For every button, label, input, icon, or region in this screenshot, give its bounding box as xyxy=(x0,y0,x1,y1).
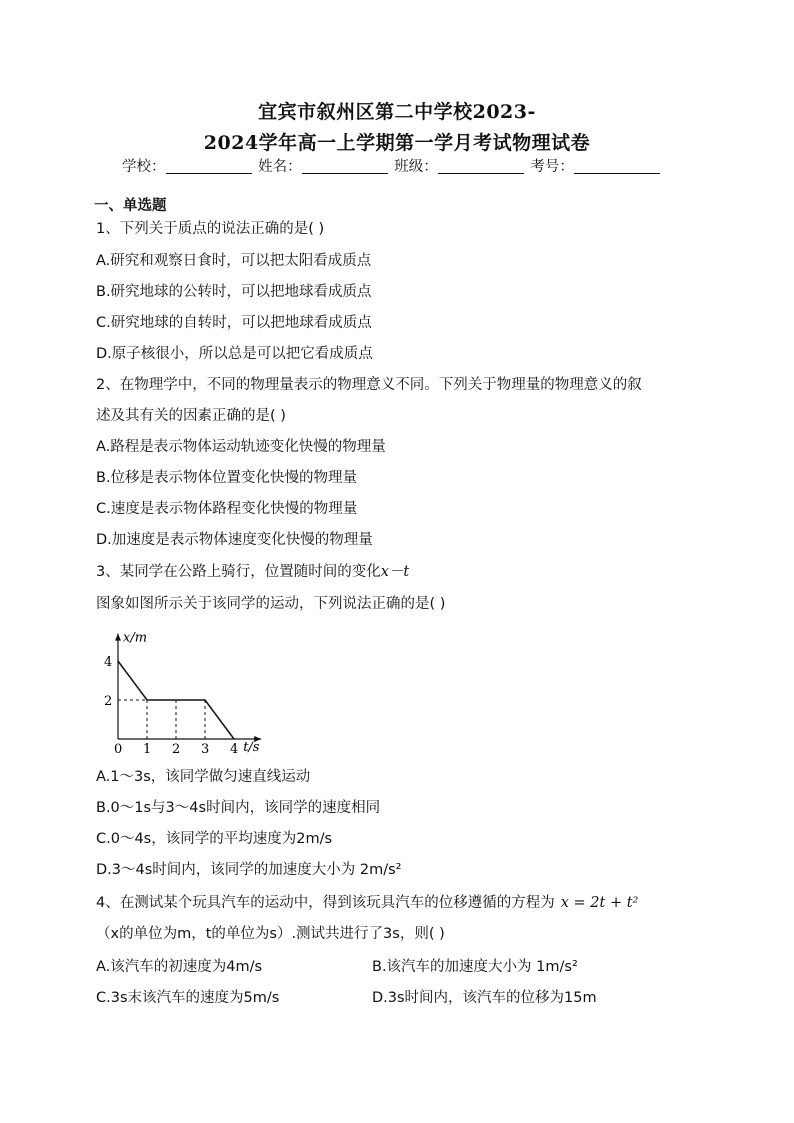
class-label: 班级： xyxy=(394,159,438,175)
q3-option-a: A.1～3s，该同学做匀速直线运动 xyxy=(96,769,311,785)
exam-number-field[interactable] xyxy=(574,159,660,174)
name-field[interactable] xyxy=(302,159,388,174)
name-label: 姓名： xyxy=(258,159,302,175)
student-info-row xyxy=(122,155,662,176)
y-tick-label: 4 xyxy=(104,655,113,670)
section-heading: 一、单选题 xyxy=(94,198,167,214)
q2-option-a: A.路程是表示物体运动轨迹变化快慢的物理量 xyxy=(96,439,386,455)
x-tick-label: 2 xyxy=(172,742,181,756)
q2-option-c: C.速度是表示物体路程变化快慢的物理量 xyxy=(96,501,358,517)
q3-math: x－t xyxy=(380,564,410,580)
class-field[interactable] xyxy=(438,159,524,174)
q4-math: x = 2t + t² xyxy=(560,895,639,911)
x-t-series-line xyxy=(118,661,234,739)
q3-stem-line2: 图象如图所示关于该同学的运动，下列说法正确的是( ) xyxy=(96,596,446,612)
q1-option-b: B.研究地球的公转时，可以把地球看成质点 xyxy=(96,284,372,300)
q3-option-c: C.0～4s，该同学的平均速度为2m/s xyxy=(96,831,333,847)
q4-option-d: D.3s时间内，该汽车的位移为15m xyxy=(372,990,597,1006)
q4-stem-text: 4、在测试某个玩具汽车的运动中，得到该玩具汽车的位移遵循的方程为 xyxy=(96,895,555,911)
exam-title-line1: 宜宾市叙州区第二中学校2023- xyxy=(258,101,536,123)
q3-stem-text: 3、某同学在公路上骑行，位置随时间的变化 xyxy=(96,564,381,580)
school-field[interactable] xyxy=(166,159,252,174)
q4-option-c: C.3s末该汽车的速度为5m/s xyxy=(96,990,280,1006)
exam-number-label: 考号： xyxy=(530,159,574,175)
q4-option-a: A.该汽车的初速度为4m/s xyxy=(96,959,263,975)
q3-option-b: B.0～1s与3～4s时间内，该同学的速度相同 xyxy=(96,800,381,816)
x-tick-label: 0 xyxy=(114,742,123,756)
x-tick-label: 4 xyxy=(230,742,239,756)
q2-stem-line1: 2、在物理学中，不同的物理量表示的物理意义不同。下列关于物理量的物理意义的叙 xyxy=(96,377,642,393)
q2-option-d: D.加速度是表示物体速度变化快慢的物理量 xyxy=(96,532,373,548)
exam-title-line2: 2024学年高一上学期第一学月考试物理试卷 xyxy=(203,132,591,154)
q2-stem-line2: 述及其有关的因素正确的是( ) xyxy=(96,408,286,424)
q1-option-a: A.研究和观察日食时，可以把太阳看成质点 xyxy=(96,253,372,269)
x-t-graph xyxy=(96,616,276,756)
q3-option-d: D.3～4s时间内，该同学的加速度大小为 2m/s² xyxy=(96,862,402,878)
x-tick-label: 3 xyxy=(201,742,210,756)
q4-stem-line2: （x的单位为m，t的单位为s）.测试共进行了3s，则( ) xyxy=(96,926,445,942)
q4-option-b: B.该汽车的加速度大小为 1m/s² xyxy=(372,959,578,975)
y-axis-arrow xyxy=(115,634,121,641)
y-axis-label: x/m xyxy=(123,630,148,646)
x-axis-label: t/s xyxy=(243,740,260,755)
q4-stem-line1 xyxy=(96,891,638,912)
y-tick-label: 2 xyxy=(104,694,113,709)
x-tick-label: 1 xyxy=(143,742,152,756)
school-label: 学校： xyxy=(122,159,166,175)
q1-option-d: D.原子核很小，所以总是可以把它看成质点 xyxy=(96,346,373,362)
q2-option-b: B.位移是表示物体位置变化快慢的物理量 xyxy=(96,470,358,486)
q3-stem-line1 xyxy=(96,560,409,581)
q1-option-c: C.研究地球的自转时，可以把地球看成质点 xyxy=(96,315,372,331)
q1-stem: 1、下列关于质点的说法正确的是( ) xyxy=(96,221,325,237)
